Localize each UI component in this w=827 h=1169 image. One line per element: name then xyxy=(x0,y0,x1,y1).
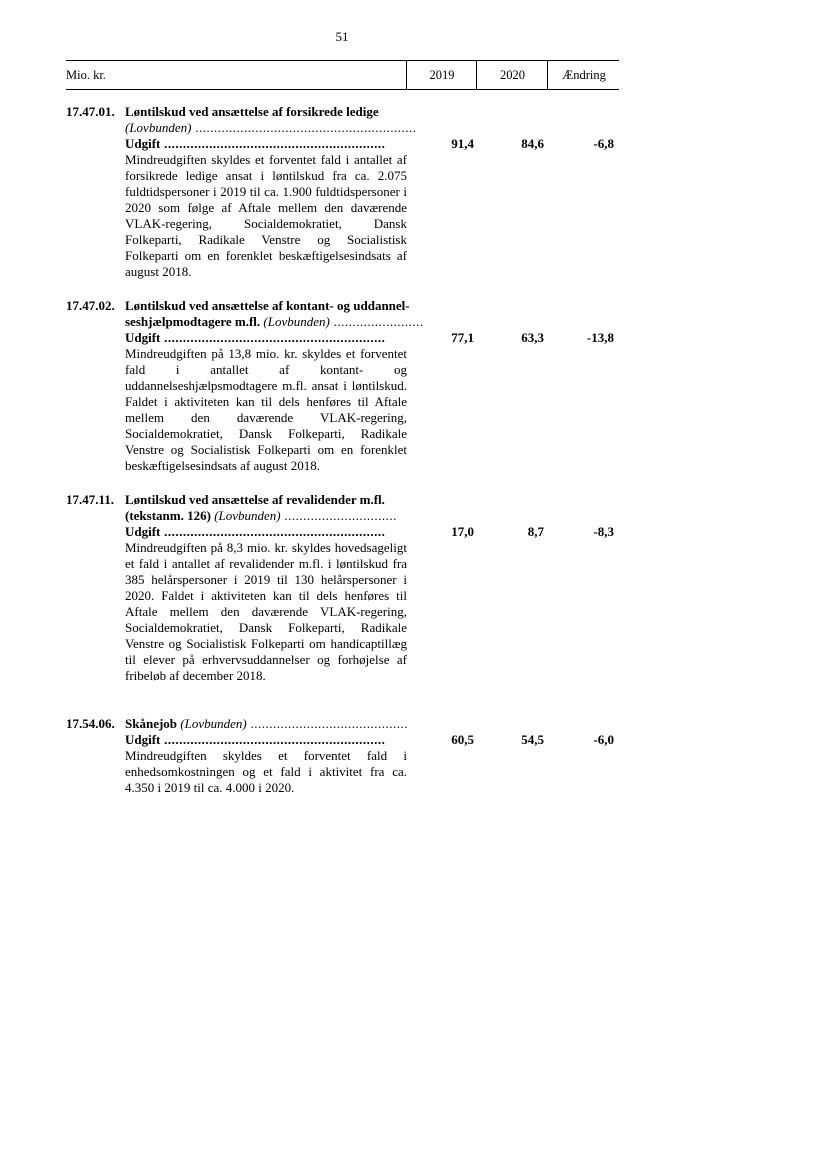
udgift-label: Udgift xyxy=(125,136,161,151)
value-2019: 17,0 xyxy=(451,524,474,539)
value-change: -8,3 xyxy=(593,524,614,539)
entry-title-italic: (Lovbunden) xyxy=(180,716,247,731)
table-header xyxy=(66,60,619,90)
entry-body: Løntilskud ved ansættelse af forsikrede ledige (Lovbunden) ........................................................... Udgift ........................................................... Mindreudgiften skyldes et forventet fald i antallet af forsikrede ledige ansat i løntilskud fra ca. 2.075 fuldtidspersoner i 2019 til ca. 1.900 fuldtidspersoner i 2020 som følge af Aftale mellem den daværende VLAK-regering, Socialdemokratiet, Dansk Folkeparti, Radikale Venstre og Socialistisk Folkeparti om en forenklet beskæftigelsesindsats af august 2018. xyxy=(125,104,417,279)
entry-title-italic: (Lovbunden) xyxy=(214,508,281,523)
account-code: 17.47.02. xyxy=(66,298,115,313)
entry-title: seshjælpmodtagere m.fl. xyxy=(125,314,261,329)
column-change-header: Ændring xyxy=(547,61,620,89)
value-change: -6,8 xyxy=(593,136,614,151)
udgift-label: Udgift xyxy=(125,732,161,747)
entry-body: Løntilskud ved ansættelse af revalidender m.fl. (tekstanm. 126) (Lovbunden) .............................. Udgift ........................................................... Mindreudgiften på 8,3 mio. kr. skyldes hovedsageligt et fald i antallet af revalidender m.fl. i løntilskud fra 385 helårspersoner i 2019 til 130 helårspersoner i 2020. Faldet i aktiviteten kan til dels henføres til Aftale mellem den daværende VLAK-regering, Socialdemokratiet, Dansk Folkeparti, Radikale Venstre og Socialistisk Folkeparti om handicaptillæg til elever på erhvervsuddannelser og forhøjelse af fribeløb af december 2018. xyxy=(125,492,407,683)
entry-title: Løntilskud ved ansættelse af forsikrede ledige xyxy=(125,104,379,119)
entry-title: Løntilskud ved ansættelse af revalidender m.fl. xyxy=(125,492,385,507)
account-code: 17.47.11. xyxy=(66,492,115,507)
entry-title: (tekstanm. 126) xyxy=(125,508,211,523)
value-2020: 63,3 xyxy=(521,330,544,345)
entry-description: Mindreudgiften på 13,8 mio. kr. skyldes et forventet fald i antallet af kontant- og uddannelseshjælpsmodtagere m.fl. ansat i løntilskud. Faldet i aktiviteten kan til dels henføres til Aftale mellem den daværende VLAK-regering, Socialdemokratiet, Dansk Folkeparti, Radikale Venstre og Socialistisk Folkeparti om en forenklet beskæftigelsesindsats af august 2018. xyxy=(125,346,407,473)
value-change: -13,8 xyxy=(586,330,614,345)
entry-description: Mindreudgiften på 8,3 mio. kr. skyldes hovedsageligt et fald i antallet af revalidender m.fl. i løntilskud fra 385 helårspersoner i 2019 til 130 helårspersoner i 2020. Faldet i aktiviteten kan til dels henføres til Aftale mellem den daværende VLAK-regering, Socialdemokratiet, Dansk Folkeparti, Radikale Venstre og Socialistisk Folkeparti om handicaptillæg til elever på erhvervsuddannelser og forhøjelse af fribeløb af december 2018. xyxy=(125,540,407,683)
account-code: 17.54.06. xyxy=(66,716,115,731)
column-2019-header: 2019 xyxy=(406,61,477,89)
entry-title: Skånejob xyxy=(125,716,178,731)
value-2019: 77,1 xyxy=(451,330,474,345)
value-change: -6,0 xyxy=(593,732,614,747)
entry-title: Løntilskud ved ansættelse af kontant- og uddannel- xyxy=(125,298,410,313)
value-2020: 54,5 xyxy=(521,732,544,747)
page-number: 51 xyxy=(335,29,349,44)
value-2020: 8,7 xyxy=(527,524,544,539)
value-2020: 84,6 xyxy=(521,136,544,151)
udgift-label: Udgift xyxy=(125,330,161,345)
udgift-label: Udgift xyxy=(125,524,161,539)
entry-title-italic: (Lovbunden) xyxy=(263,314,330,329)
entry-description: Mindreudgiften skyldes et forventet fald i antallet af forsikrede ledige ansat i løntilskud fra ca. 2.075 fuldtidspersoner i 2019 til ca. 1.900 fuldtidspersoner i 2020 som følge af Aftale mellem den daværende VLAK-regering, Socialdemokratiet, Dansk Folkeparti, Radikale Venstre og Socialistisk Folkeparti om en forenklet beskæftigelsesindsats af august 2018. xyxy=(125,152,407,279)
value-2019: 60,5 xyxy=(451,732,474,747)
unit-label: Mio. kr. xyxy=(66,68,106,82)
column-2020-header: 2020 xyxy=(476,61,548,89)
entry-title-italic: (Lovbunden) xyxy=(125,120,192,135)
entry-body: Løntilskud ved ansættelse af kontant- og uddannel- seshjælpmodtagere m.fl. (Lovbunden) ........................ Udgift ........................................................... Mindreudgiften på 13,8 mio. kr. skyldes et forventet fald i antallet af kontant- og uddannelseshjælpsmodtagere m.fl. ansat i løntilskud. Faldet i aktiviteten kan til dels henføres til Aftale mellem den daværende VLAK-regering, Socialdemokratiet, Dansk Folkeparti, Radikale Venstre og Socialistisk Folkeparti om en forenklet beskæftigelsesindsats af august 2018. xyxy=(125,298,424,473)
account-code: 17.47.01. xyxy=(66,104,115,119)
entry-description: Mindreudgiften skyldes et forventet fald i enhedsomkostningen og et fald i aktivitet fra ca. 4.350 i 2019 til ca. 4.000 i 2020. xyxy=(125,748,407,795)
value-2019: 91,4 xyxy=(451,136,474,151)
entry-body: Skånejob (Lovbunden) .......................................... Udgift ........................................................... Mindreudgiften skyldes et forventet fald i enhedsomkostningen og et fald i aktivitet fra ca. 4.350 i 2019 til ca. 4.000 i 2020. xyxy=(125,716,408,795)
